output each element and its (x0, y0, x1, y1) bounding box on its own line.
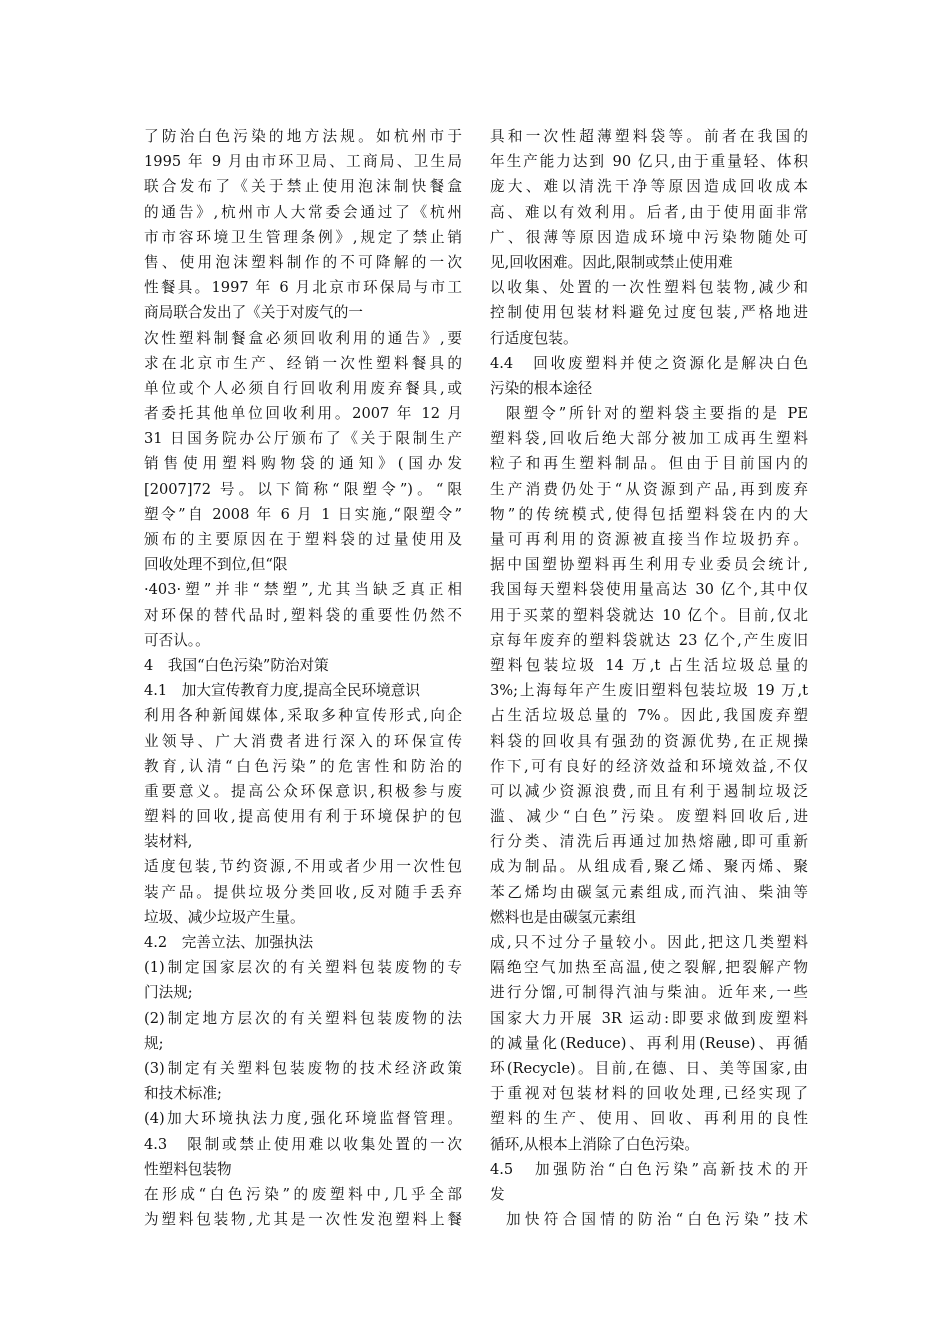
text-line: 见,回收困难。因此,限制或禁止使用难 (490, 253, 733, 271)
text-line: 塑料的回收,提高使用有利于环境保护的包 (144, 808, 462, 826)
text-line: 京每年废弃的塑料袋就达 23 亿个,产生废旧 (490, 631, 808, 649)
text-line: 业领导、广大消费者进行深入的环保宣传 (144, 732, 462, 750)
text-line: 回收处理不到位,但“限 (144, 556, 288, 574)
text-line: (3)制定有关塑料包装废物的技术经济政策 (144, 1059, 462, 1077)
text-line: 用于买菜的塑料袋就达 10 亿个。目前,仅北 (490, 606, 808, 624)
text-line: 塑令”自 2008 年 6 月 1 日实施,“限塑令” (144, 505, 462, 523)
text-line: 量可再利用的资源被直接当作垃圾扔弃。 (490, 531, 808, 548)
text-line: 适度包装,节约资源,不用或者少用一次性包 (144, 858, 462, 876)
text-line: 单位或个人必须自行回收利用废弃餐具,或 (144, 379, 462, 397)
text-line: 环(Recycle)。目前,在德、日、美等国家,由 (490, 1059, 808, 1077)
text-line: 市市容环境卫生管理条例》,规定了禁止销 (144, 228, 462, 246)
text-line: 污染的根本途径 (490, 379, 593, 397)
text-line: 控制使用包装材料避免过度包装,严格地进 (490, 304, 808, 322)
text-line: 以收集、处置的一次性塑料包装物,减少和 (490, 279, 808, 297)
text-line: 塑料的生产、使用、回收、再利用的良性 (490, 1110, 808, 1128)
text-line: 塑料包装垃圾 14 万,t 占生活垃圾总量的 (490, 656, 808, 674)
text-line: 门法规; (144, 984, 193, 1002)
text-line: 4 我国“白色污染”防治对策 (144, 656, 329, 674)
text-line: 售、使用泡沫塑料制作的不可降解的一次 (144, 253, 462, 271)
text-line: 垃圾、减少垃圾产生量。 (144, 908, 305, 926)
text-line: (1)制定国家层次的有关塑料包装废物的专 (144, 959, 462, 977)
text-line: 性餐具。1997 年 6 月北京市环保局与市工 (144, 279, 462, 297)
text-line: 我国每天塑料袋使用量高达 30 亿个,其中仅 (490, 581, 808, 599)
text-line: 庞大、难以清洗干净等原因造成回收成本 (490, 178, 808, 196)
text-line: 商局联合发出了《关于对废气的一 (144, 304, 363, 322)
text-line: 据中国塑协塑料再生利用专业委员会统计, (490, 556, 808, 574)
text-line: 作下,可有良好的经济效益和环境效益,不仅 (490, 757, 808, 775)
text-line: 于重视对包装材料的回收处理,已经实现了 (490, 1085, 808, 1103)
text-line: 和技术标准; (144, 1085, 222, 1103)
text-line: 占生活垃圾总量的 7%。因此,我国废弃塑 (490, 707, 808, 725)
text-line: 物”的传统模式,使得包括塑料袋在内的大 (490, 505, 808, 523)
text-line: 加快符合国情的防治“白色污染”技术 (506, 1211, 808, 1229)
text-line: 循环,从根本上消除了白色污染。 (490, 1135, 699, 1153)
text-line: 粒子和再生塑料制品。但由于目前国内的 (490, 455, 808, 473)
text-line: 进行分馏,可制得汽油与柴油。近年来,一些 (490, 984, 808, 1002)
text-line: 次性塑料制餐盒必须回收利用的通告》,要 (144, 329, 462, 347)
text-line: 求在北京市生产、经销一次性塑料餐具的 (144, 354, 462, 372)
text-line: 颁布的主要原因在于塑料袋的过量使用及 (144, 531, 462, 548)
text-line: 4.2 完善立法、加强执法 (144, 934, 314, 951)
text-line: 销售使用塑料购物袋的通知》(国办发 (144, 455, 462, 473)
text-line: 3%;上海每年产生废旧塑料包装垃圾 19 万,t (490, 682, 808, 700)
text-line: 了防治白色污染的地方法规。如杭州市于 (144, 128, 462, 145)
text-line: 利用各种新闻媒体,采取多种宣传形式,向企 (144, 707, 462, 725)
text-line: (4)加大环境执法力度,强化环境监督管理。 (144, 1110, 462, 1128)
text-line: 高、难以有效利用。后者,由于使用面非常 (490, 203, 808, 221)
text-line: 成,只不过分子量较小。因此,把这几类塑料 (490, 934, 808, 951)
text-line: 联合发布了《关于禁止使用泡沫制快餐盒 (144, 178, 462, 196)
right-column (490, 124, 808, 1232)
text-line: 行分类、清洗后再通过加热熔融,即可重新 (490, 833, 808, 851)
text-line: 限塑令”所针对的塑料袋主要指的是 PE (506, 405, 808, 423)
text-line: 隔绝空气加热至高温,使之裂解,把裂解产物 (490, 959, 808, 977)
text-line: 塑料袋,回收后绝大部分被加工成再生塑料 (490, 430, 808, 448)
text-line: 对环保的替代品时,塑料袋的重要性仍然不 (144, 606, 462, 624)
text-line: 为塑料包装物,尤其是一次性发泡塑料上餐 (144, 1211, 462, 1229)
text-line: 4.4 回收废塑料并使之资源化是解决白色 (490, 354, 808, 372)
text-line: 国家大力开展 3R 运动:即要求做到废塑料 (490, 1009, 808, 1027)
text-line: 行适度包装。 (490, 329, 578, 347)
text-line: 苯乙烯均由碳氢元素组成,而汽油、柴油等 (490, 883, 808, 901)
text-line: 燃料也是由碳氢元素组 (490, 908, 636, 926)
text-line: 4.3 限制或禁止使用难以收集处置的一次 (144, 1135, 462, 1153)
text-line: 装材料, (144, 833, 193, 851)
text-line: 装产品。提供垃圾分类回收,反对随手丢弃 (144, 883, 462, 901)
text-line: 生产消费仍处于“从资源到产品,再到废弃 (490, 480, 808, 498)
text-line: 4.5 加强防治“白色污染”高新技术的开 (490, 1160, 808, 1178)
text-line: [2007]72 号。以下简称“限塑令”)。“限 (144, 480, 462, 498)
text-line: 规; (144, 1034, 164, 1052)
text-line: 性塑料包装物 (144, 1160, 232, 1178)
text-line: 滥、减少“白色”污染。废塑料回收后,进 (490, 808, 808, 826)
text-line: 重要意义。提高公众环保意识,积极参与废 (144, 782, 462, 800)
text-line: 的通告》,杭州市人大常委会通过了《杭州 (144, 203, 462, 221)
text-line: (2)制定地方层次的有关塑料包装废物的法 (144, 1009, 462, 1027)
text-line: 31 日国务院办公厅颁布了《关于限制生产 (144, 430, 462, 448)
text-line: 4.1 加大宣传教育力度,提高全民环境意识 (144, 682, 420, 700)
text-line: 料袋的回收具有强劲的资源优势,在正规操 (490, 732, 808, 750)
text-line: 者委托其他单位回收利用。2007 年 12 月 (144, 405, 462, 423)
text-line: 广、很薄等原因造成环境中污染物随处可 (490, 228, 808, 246)
text-line: 教育,认清“白色污染”的危害性和防治的 (144, 757, 462, 775)
text-line: 成为制品。从组成看,聚乙烯、聚丙烯、聚 (490, 858, 808, 876)
text-line: 的减量化(Reduce)、再利用(Reuse)、再循 (490, 1034, 808, 1052)
text-line: ·403·塑”并非“禁塑”,尤其当缺乏真正相 (144, 581, 462, 599)
text-line: 具和一次性超薄塑料袋等。前者在我国的 (490, 128, 808, 145)
text-line: 年生产能力达到 90 亿只,由于重量轻、体积 (490, 153, 808, 171)
text-line: 可否认。。 (144, 631, 210, 649)
text-line: 在形成“白色污染”的废塑料中,几乎全部 (144, 1185, 462, 1203)
text-line: 发 (490, 1185, 505, 1203)
text-line: 可以减少资源浪费,而且有利于遏制垃圾泛 (490, 782, 808, 800)
text-line: 1995 年 9 月由市环卫局、工商局、卫生局 (144, 153, 462, 171)
left-column (144, 124, 462, 1232)
